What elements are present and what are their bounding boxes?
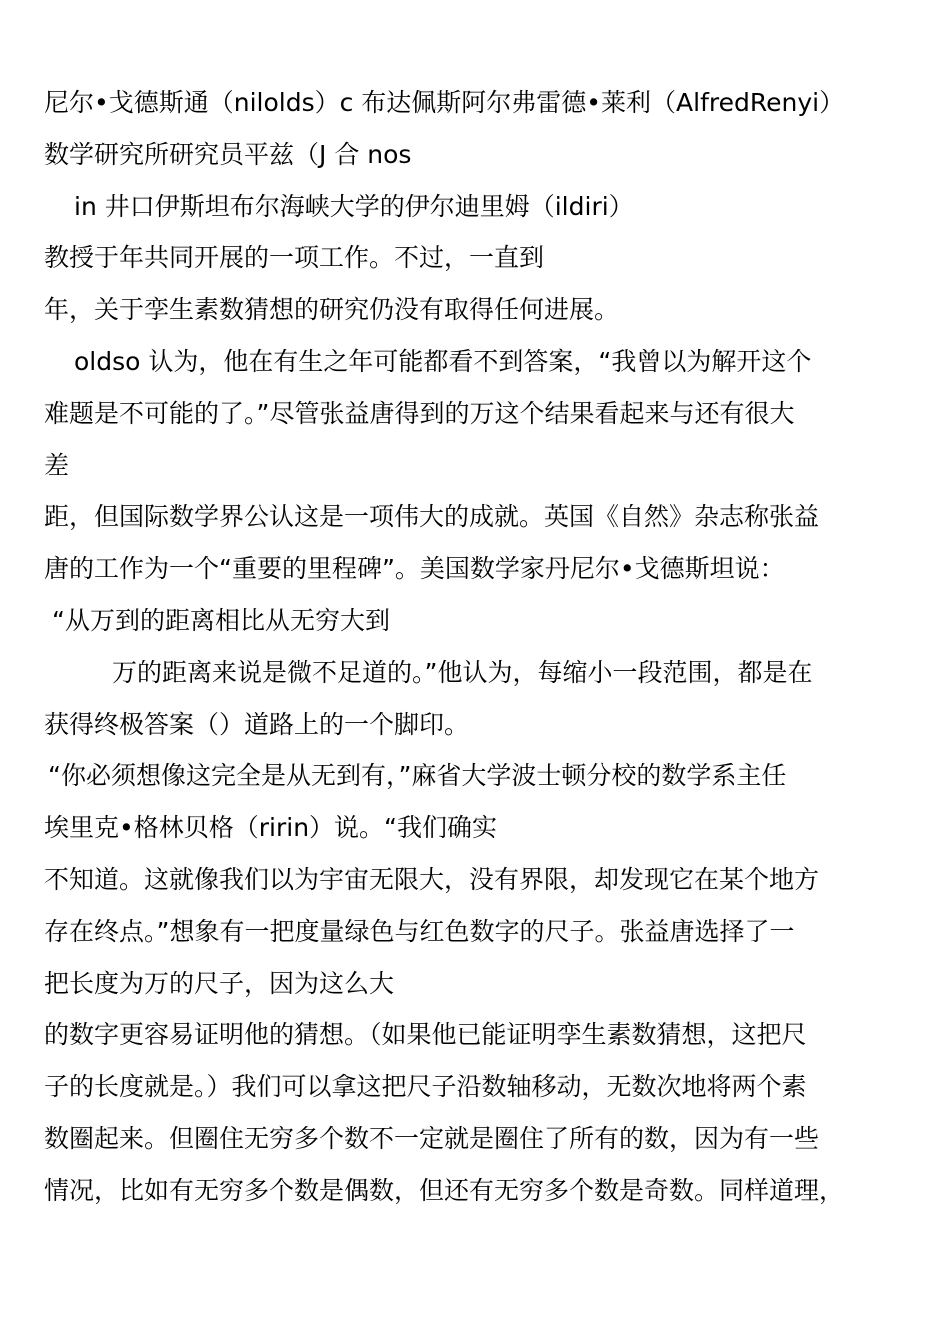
text-line: 的数字更容易证明他的猜想。（如果他已能证明孪生素数猜想，这把尺 <box>44 1020 807 1050</box>
text-line: 存在终点。”想象有一把度量绿色与红色数字的尺子。张益唐选择了一 <box>44 916 795 946</box>
text-line: 教授于年共同开展的一项工作。不过，一直到 <box>44 243 545 273</box>
text-line: 获得终极答案（）道路上的一个脚印。 <box>44 709 470 739</box>
text-line: “从万到的距离相比从无穷大到 <box>52 605 390 635</box>
text-line: 把长度为万的尺子，因为这么大 <box>44 968 395 998</box>
document-body <box>44 82 910 1222</box>
text-line: 数学研究所研究员平兹（J 合 nos <box>44 139 412 169</box>
text-line: “你必须想像这完全是从无到有，”麻省大学波士顿分校的数学系主任 <box>48 761 787 791</box>
text-line: 年，关于孪生素数猜想的研究仍没有取得任何进展。 <box>44 295 620 325</box>
text-line: 距，但国际数学界公认这是一项伟大的成就。英国《自然》杂志称张益 <box>44 502 820 532</box>
text-line: oldso 认为，他在有生之年可能都看不到答案，“我曾以为解开这个 <box>74 346 812 376</box>
text-line: 子的长度就是。）我们可以拿这把尺子沿数轴移动，无数次地将两个素 <box>44 1072 807 1102</box>
text-line: 唐的工作为一个“重要的里程碑”。美国数学家丹尼尔•戈德斯坦说： <box>44 554 785 584</box>
text-line: 差 <box>44 450 70 480</box>
text-line: 数圈起来。但圈住无穷多个数不一定就是圈住了所有的数，因为有一些 <box>44 1123 820 1153</box>
text-line: 不知道。这就像我们以为宇宙无限大，没有界限，却发现它在某个地方 <box>44 864 820 894</box>
text-line: 埃里克•格林贝格（ririn）说。“我们确实 <box>44 813 497 843</box>
text-line: 难题是不可能的了。”尽管张益唐得到的万这个结果看起来与还有很大 <box>44 398 795 428</box>
text-line: in 井口伊斯坦布尔海峡大学的伊尔迪里姆（ildiri） <box>74 191 634 221</box>
text-line: 万的距离来说是微不足道的。”他认为，每缩小一段范围，都是在 <box>112 657 813 687</box>
text-line: 尼尔•戈德斯通（nilolds）c 布达佩斯阿尔弗雷德•莱利（AlfredRenyi） <box>44 88 845 117</box>
text-line: 情况，比如有无穷多个数是偶数，但还有无穷多个数是奇数。同样道理， <box>44 1175 845 1205</box>
